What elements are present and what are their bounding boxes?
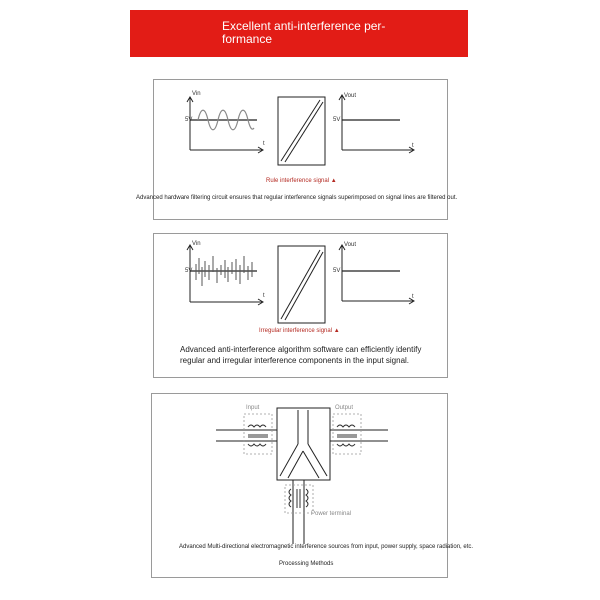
vin-label: Vin <box>192 91 201 97</box>
output-axes <box>339 245 414 304</box>
time-in-label: t <box>263 141 265 147</box>
vout-label: Vout <box>344 93 357 99</box>
time-out-label: t <box>412 143 414 149</box>
level-out-label: 5V <box>333 268 341 274</box>
regular-interference-caption: Rule interference signal ▲ <box>266 178 337 184</box>
output-label: Output <box>335 405 354 411</box>
level-in-label: 5V <box>185 268 193 274</box>
power-terminal-label: Power terminal <box>311 511 352 517</box>
input-axes <box>187 97 263 153</box>
header-title: Excellent anti-interference per- formance <box>222 19 386 46</box>
vout-label: Vout <box>344 242 357 248</box>
interference-sources-description: Advanced Multi-directional electromagnetic interference sources from input, power supply, space radiation, etc. <box>179 544 474 550</box>
input-label: Input <box>246 405 260 411</box>
level-in-label: 5V <box>185 117 193 123</box>
time-in-label: t <box>263 293 265 299</box>
level-out-label: 5V <box>333 117 341 123</box>
power-filter-coils <box>289 489 308 508</box>
isolator-block <box>277 408 330 480</box>
header-banner <box>130 10 468 57</box>
irregular-interference-panel <box>153 233 448 378</box>
vin-label: Vin <box>192 241 201 247</box>
irregular-interference-caption: Irregular interference signal ▲ <box>259 328 340 334</box>
output-filter-coils <box>337 425 357 446</box>
irregular-interference-description: Advanced anti-interference algorithm software can efficiently identify regular and irregular interference components in the input signal. <box>180 345 422 365</box>
output-axes <box>339 95 414 153</box>
output-filter-box <box>333 414 361 454</box>
input-filter-coils <box>248 425 268 446</box>
processing-methods-panel <box>151 393 474 578</box>
regular-interference-description: Advanced hardware filtering circuit ensures that regular interference signals superimposed on signal lines are filtered out. <box>136 195 458 201</box>
processing-methods-caption: Processing Methods <box>279 561 334 567</box>
time-out-label: t <box>412 294 414 300</box>
input-filter-box <box>244 414 272 454</box>
